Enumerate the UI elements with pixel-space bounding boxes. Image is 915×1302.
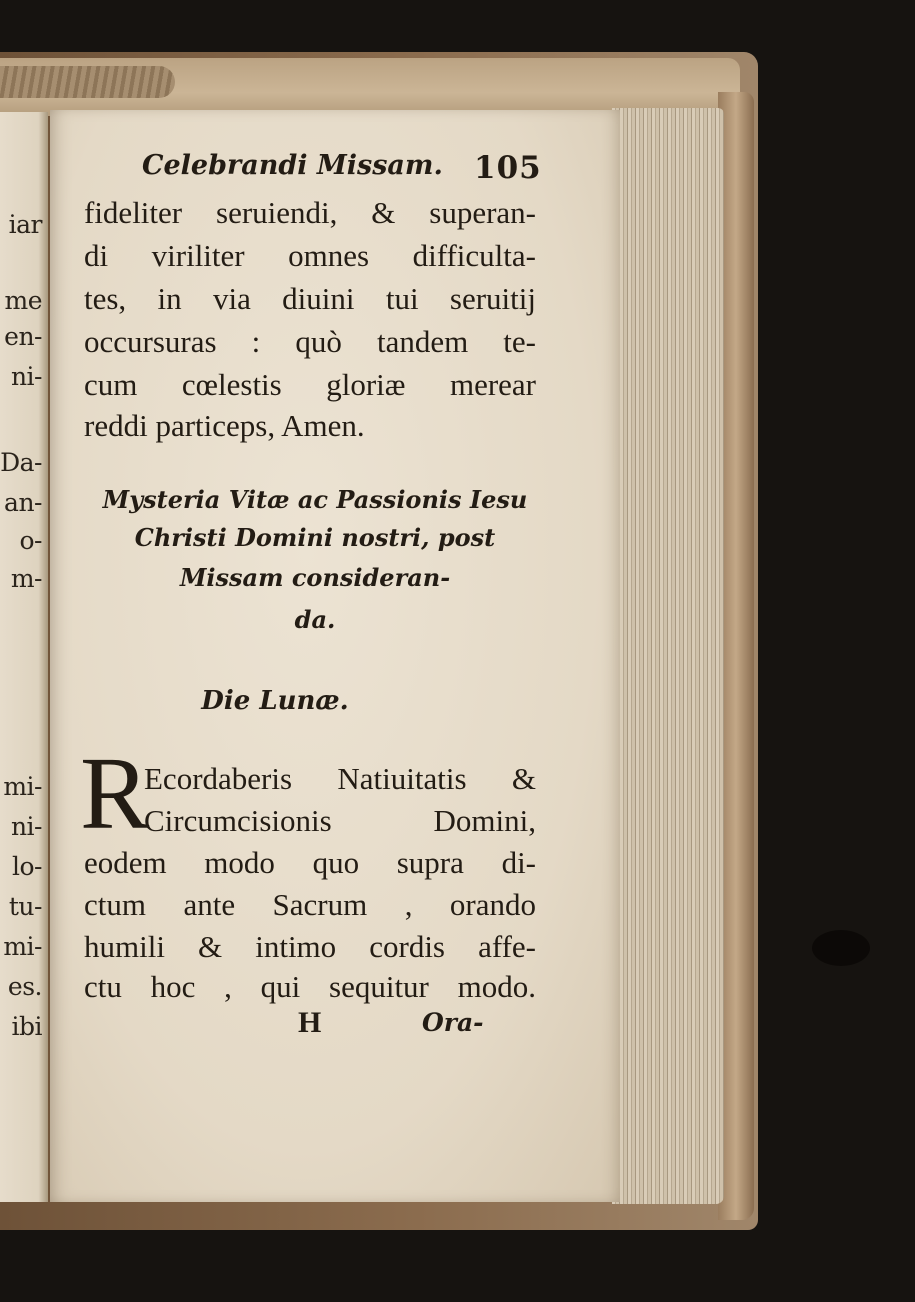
left-fragment: ni- [10,812,42,841]
left-fragment: lo- [12,852,42,881]
left-fragment: Da- [0,448,42,477]
left-fragment: an- [4,488,42,517]
page-number: 105 [474,150,542,186]
running-head: Celebrandi Missam. [142,150,443,181]
left-fragment: iar [8,210,42,239]
paragraph-line: humili & intimo cordis affe- [84,929,536,964]
section-heading-line: Mysteria Vitæ ac Passionis Iesu [102,485,528,514]
left-fragment: mi- [3,932,42,961]
drop-cap: R [80,736,150,851]
body-line: fideliter seruiendi, & superan- [84,195,536,230]
left-fragment: tu- [8,892,42,921]
section-heading-line: Christi Domini nostri, post [134,523,496,552]
right-page [50,110,620,1202]
left-fragment: mi- [3,772,42,801]
signature-mark: H [298,1006,322,1039]
left-fragment: ibi [11,1012,42,1041]
left-fragment: me [4,286,42,315]
body-line: di viriliter omnes difficulta- [84,238,536,273]
left-page-sliver [0,112,48,1202]
left-fragment: m- [10,564,42,593]
left-fragment: en- [4,322,42,351]
day-subheading: Die Lunæ. [201,686,349,716]
background-mark [812,930,870,966]
catchword: Ora- [422,1008,484,1037]
body-line: occursuras : quò tandem te- [84,324,536,359]
paragraph-line: Ecordaberis Natiuitatis & [144,761,536,796]
body-line: cum cœlestis gloriæ merear [84,367,536,402]
left-fragment: o- [19,526,42,555]
left-fragment: es. [7,972,42,1001]
paragraph-line: ctu hoc , qui sequitur modo. [84,969,536,1004]
paragraph-line: Circumcisionis Domini, [144,803,536,838]
paragraph-line: ctum ante Sacrum , orando [84,887,536,922]
section-heading-line: Missam consideran- [179,563,451,592]
body-line: reddi particeps, Amen. [84,408,365,443]
binding-cord [0,66,175,98]
left-fragment: ni- [10,362,42,391]
paragraph-line: eodem modo quo supra di- [84,845,536,880]
page-stack-edge [612,108,724,1204]
body-line: tes, in via diuini tui seruitij [84,281,536,316]
section-heading-line: da. [294,605,336,634]
